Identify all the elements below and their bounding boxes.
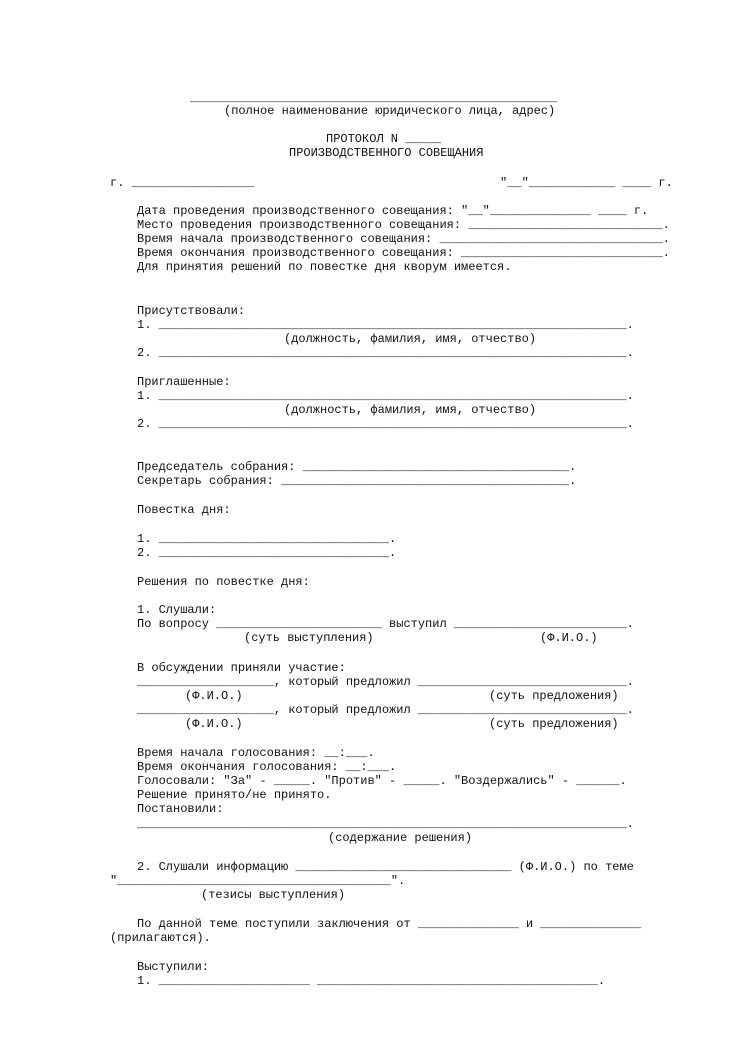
city-line: г. _________________ [110, 176, 255, 190]
proposal-line-2: ___________________, который предложил _____________________________. [137, 703, 634, 717]
secretary-line: Секретарь собрания: ________________________________________. [137, 474, 577, 488]
date-line: "__"____________ ____ г. [500, 176, 673, 190]
proposal-line-1: ___________________, который предложил _____________________________. [137, 675, 634, 689]
question-line: По вопросу _______________________ выступил ________________________. [137, 617, 634, 631]
decisions-heading: Решения по повестке дня: [137, 575, 310, 589]
resolution-caption: (содержание решения) [328, 831, 473, 845]
attendee-line-1: 1. _________________________________________________________________. [137, 318, 634, 332]
heard-2: 2. Слушали информацию ______________________________ (Ф.И.О.) по теме [137, 860, 634, 874]
resolution-line: ____________________________________________________________________. [137, 817, 634, 831]
conclusions-line: По данной теме поступили заключения от ______________ и ______________ [137, 917, 642, 931]
invited-line-1: 1. _________________________________________________________________. [137, 389, 634, 403]
agenda-item-1: 1. ________________________________. [137, 532, 397, 546]
proposal-1-summary-caption: (суть предложения) [489, 689, 619, 703]
org-name-line: ___________________________________________________ [190, 91, 558, 105]
attendee-line-2: 2. _________________________________________________________________. [137, 346, 634, 360]
proposal-2-summary-caption: (суть предложения) [489, 717, 619, 731]
speaker-line-1: 1. _____________________ _______________________________________. [137, 974, 606, 988]
theme-line: "______________________________________". [110, 874, 406, 888]
chairman-line: Председатель собрания: _____________________________________. [137, 460, 577, 474]
discussion-heading: В обсуждении приняли участие: [137, 661, 346, 675]
meeting-date: Дата проведения производственного совещания: "__"______________ ____ г. [137, 204, 649, 218]
speech-summary-caption: (суть выступления) [244, 631, 374, 645]
org-name-caption: (полное наименование юридического лица, адрес) [224, 104, 556, 118]
invited-line-2: 2. _________________________________________________________________. [137, 417, 634, 431]
invited-caption: (должность, фамилия, имя, отчество) [284, 403, 537, 417]
protocol-subtitle: ПРОИЗВОДСТВЕННОГО СОВЕЩАНИЯ [289, 146, 484, 160]
vote-end-time: Время окончания голосования: __:___. [137, 760, 397, 774]
speaker-fio-caption: (Ф.И.О.) [540, 631, 598, 645]
protocol-title: ПРОТОКОЛ N _____ [326, 132, 442, 146]
heard-1: 1. Слушали: [137, 603, 217, 617]
vote-start-time: Время начала голосования: __:___. [137, 746, 375, 760]
resolved-heading: Постановили: [137, 802, 224, 816]
quorum-statement: Для принятия решений по повестке дня кворум имеется. [137, 260, 512, 274]
attached-note: (прилагаются). [110, 931, 211, 945]
attendees-heading: Присутствовали: [137, 304, 246, 318]
vote-results: Голосовали: "За" - _____. "Против" - _____. "Воздержались" - ______. [137, 774, 627, 788]
speakers-heading: Выступили: [137, 960, 210, 974]
invited-heading: Приглашенные: [137, 375, 231, 389]
decision-status: Решение принято/не принято. [137, 788, 332, 802]
attendee-caption: (должность, фамилия, имя, отчество) [284, 332, 537, 346]
proposal-2-fio-caption: (Ф.И.О.) [185, 717, 243, 731]
meeting-end-time: Время окончания производственного совещания: ____________________________. [137, 246, 670, 260]
agenda-item-2: 2. ________________________________. [137, 546, 397, 560]
theses-caption: (тезисы выступления) [201, 888, 346, 902]
agenda-heading: Повестка дня: [137, 503, 231, 517]
meeting-place: Место проведения производственного совещания: ___________________________. [137, 218, 670, 232]
meeting-start-time: Время начала производственного совещания: _______________________________. [137, 232, 670, 246]
proposal-1-fio-caption: (Ф.И.О.) [185, 689, 243, 703]
